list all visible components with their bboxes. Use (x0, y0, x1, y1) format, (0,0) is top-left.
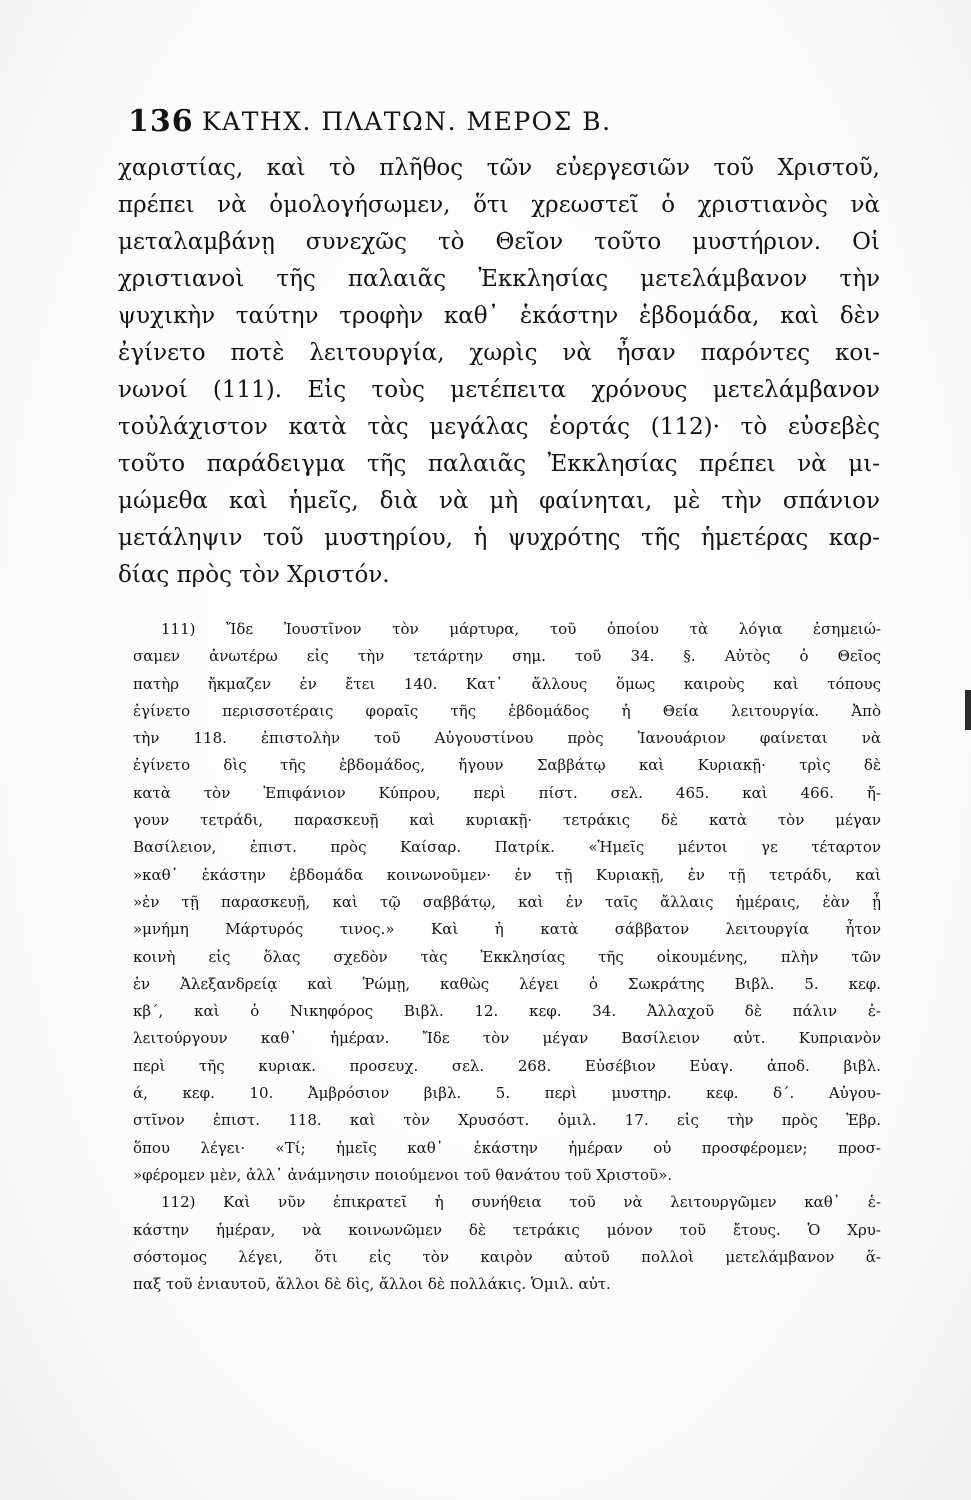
footnotes (133, 616, 881, 1298)
main-line: νωνοί (111). Εἰς τοὺς μετέπειτα χρόνους μετελάμβανον (118, 377, 880, 403)
footnote-line: ἐν Ἀλεξανδρείᾳ καὶ Ῥώμῃ, καθὼς λέγει ὁ Σωκράτης Βιβλ. 5. κεφ. (133, 974, 881, 993)
footnote-line: ὅπου λέγει· «Τί; ἡμεῖς καθ᾽ ἑκάστην ἡμέραν οὐ προσφέρομεν; προσ- (133, 1138, 881, 1157)
main-line: ψυχικὴν ταύτην τροφὴν καθ᾽ ἑκάστην ἑβδομάδα, καὶ δὲν (118, 303, 880, 329)
footnote-line: κοινὴ εἰς ὅλας σχεδὸν τὰς Ἐκκλησίας τῆς οἰκουμένης, πλὴν τῶν (133, 947, 881, 966)
footnote-line: ἐγίνετο δὶς τῆς ἑβδομάδος, ἤγουν Σαββάτῳ καὶ Κυριακῇ· τρὶς δὲ (133, 756, 881, 775)
footnote-line: στῖνον ἐπιστ. 118. καὶ τὸν Χρυσόστ. ὁμιλ. 17. εἰς τὴν πρὸς Ἑβρ. (133, 1111, 881, 1130)
footnote-line: κατὰ τὸν Ἐπιφάνιον Κύπρου, περὶ πίστ. σελ. 465. καὶ 466. ἤ- (133, 783, 881, 802)
main-line: χαριστίας, καὶ τὸ πλῆθος τῶν εὐεργεσιῶν τοῦ Χριστοῦ, (118, 155, 880, 181)
footnote-line: γουν τετράδι, παρασκευῇ καὶ κυριακῇ· τετράκις δὲ κατὰ τὸν μέγαν (133, 811, 881, 830)
page-header (128, 104, 908, 148)
main-line: τοὐλάχιστον κατὰ τὰς μεγάλας ἑορτάς (112)· τὸ εὐσεβὲς (118, 414, 880, 440)
footnote-line: ά, κεφ. 10. Ἀμβρόσιον βιβλ. 5. περὶ μυστηρ. κεφ. δ΄. Αὐγου- (133, 1084, 881, 1103)
footnote-line: κβ΄, καὶ ὁ Νικηφόρος Βιβλ. 12. κεφ. 34. Ἀλλαχοῦ δὲ πάλιν ἐ- (133, 1002, 881, 1021)
footnote-line: παξ τοῦ ἐνιαυτοῦ, ἄλλοι δὲ δὶς, ἄλλοι δὲ πολλάκις. Ὁμιλ. αὐτ. (133, 1275, 611, 1294)
footnote-line: πατὴρ ἤκμαζεν ἐν ἔτει 140. Κατ᾽ ἄλλους ὅμως καιροὺς καὶ τόπους (133, 674, 881, 693)
main-line: ἐγίνετο ποτὲ λειτουργία, χωρὶς νὰ ἦσαν παρόντες κοι- (118, 340, 880, 366)
main-line: μεταλαμβάνῃ συνεχῶς τὸ Θεῖον τοῦτο μυστήριον. Οἱ (118, 229, 880, 255)
footnote-line: τὴν 118. ἐπιστολὴν τοῦ Αὐγουστίνου πρὸς Ἰανουάριον φαίνεται νὰ (133, 729, 881, 748)
footnote-line: λειτούργουν καθ᾽ ἡμέραν. Ἴδε τὸν μέγαν Βασίλειον αὐτ. Κυπριανὸν (133, 1029, 881, 1048)
main-line: μώμεθα καὶ ἡμεῖς, διὰ νὰ μὴ φαίνηται, μὲ τὴν σπάνιον (118, 488, 880, 514)
running-title: ΚΑΤΗΧ. ΠΛΑΤΩΝ. ΜΕΡΟΣ Β. (202, 107, 612, 136)
footnote-line: σόστομος λέγει, ὅτι εἰς τὸν καιρὸν αὐτοῦ πολλοὶ μετελάμβανον ἅ- (133, 1247, 881, 1266)
main-line: μετάληψιν τοῦ μυστηρίου, ἡ ψυχρότης τῆς ἡμετέρας καρ- (118, 525, 880, 551)
footnote-line: »καθ᾽ ἑκάστην ἑβδομάδα κοινωνοῦμεν· ἐν τῇ Κυριακῇ, ἐν τῇ τετράδι, καὶ (133, 865, 881, 884)
footnote-line: Βασίλειον, ἐπιστ. πρὸς Καίσαρ. Πατρίκ. «Ἡμεῖς μέντοι γε τέταρτον (133, 838, 881, 857)
footnote-line: »φέρομεν μὲν, ἀλλ᾽ ἀνάμνησιν ποιούμενοι τοῦ θανάτου τοῦ Χριστοῦ». (133, 1165, 673, 1184)
footnote-line: κάστην ἡμέραν, νὰ κοινωνῶμεν δὲ τετράκις μόνον τοῦ ἔτους. Ὁ Χρυ- (133, 1220, 881, 1239)
main-line: δίας πρὸς τὸν Χριστόν. (118, 562, 390, 588)
page-edge-mark (965, 690, 971, 730)
footnote-line: σαμεν ἀνωτέρω εἰς τὴν τετάρτην σημ. τοῦ 34. §. Αὐτὸς ὁ Θεῖος (133, 647, 881, 666)
footnote-line: »ἐν τῇ παρασκευῇ, καὶ τῷ σαββάτῳ, καὶ ἐν ταῖς ἄλλαις ἡμέραις, ἐὰν ᾖ (133, 892, 881, 911)
footnote-112-start: 112) Καὶ νῦν ἐπικρατεῖ ἡ συνήθεια τοῦ νὰ λειτουργῶμεν καθ᾽ ἑ- (161, 1193, 881, 1212)
main-line: τοῦτο παράδειγμα τῆς παλαιᾶς Ἐκκλησίας πρέπει νὰ μι- (118, 451, 880, 477)
page-number: 136 (128, 104, 194, 139)
main-line: χριστιανοὶ τῆς παλαιᾶς Ἐκκλησίας μετελάμβανον τὴν (118, 266, 880, 292)
main-paragraph (118, 150, 880, 594)
footnote-line: περὶ τῆς κυριακ. προσευχ. σελ. 268. Εὐσέβιον Εὐαγ. ἀποδ. βιβλ. (133, 1056, 881, 1075)
footnote-111-start: 111) Ἴδε Ἰουστῖνον τὸν μάρτυρα, τοῦ ὁποίου τὰ λόγια ἐσημειώ- (161, 620, 881, 638)
footnote-line: »μνήμη Μάρτυρός τινος.» Καὶ ἡ κατὰ σάββατον λειτουργία ἦτον (133, 920, 881, 939)
main-line: πρέπει νὰ ὁμολογήσωμεν, ὅτι χρεωστεῖ ὁ χριστιανὸς νὰ (118, 192, 880, 218)
footnote-line: ἐγίνετο περισσοτέραις φοραῖς τῆς ἑβδομάδος ἡ Θεία λειτουργία. Ἀπὸ (133, 701, 881, 720)
